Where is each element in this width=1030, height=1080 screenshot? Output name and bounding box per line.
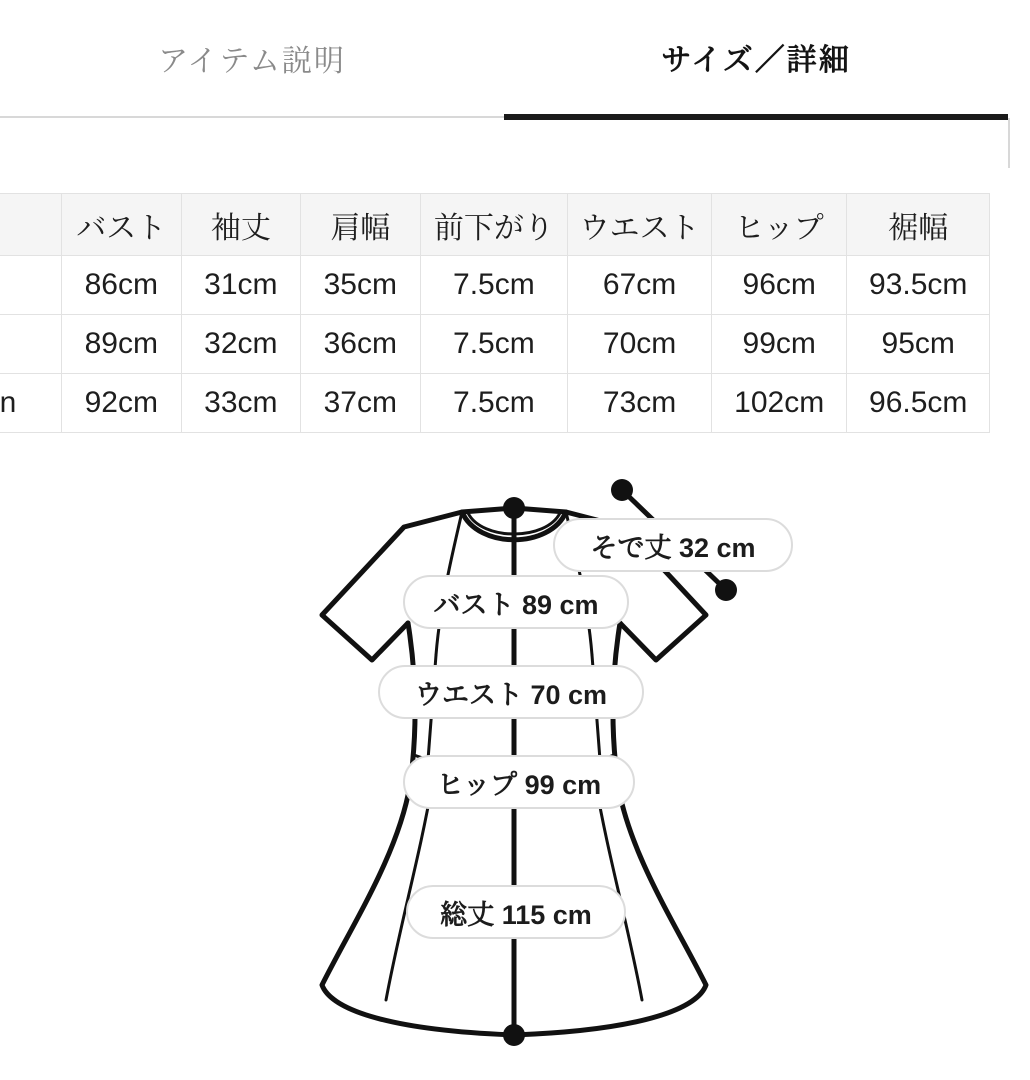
table-header-cell-label xyxy=(0,194,61,256)
callout-bust-label: バスト 89 cm xyxy=(433,589,599,620)
table-cell: 102cm xyxy=(711,374,846,433)
panel-right-divider xyxy=(1008,118,1010,168)
table-header-cell-hip: ヒップ xyxy=(711,194,846,256)
callout-sleeve-length-label: そで丈 32 cm xyxy=(590,532,756,563)
table-cell: 35cm xyxy=(301,256,420,315)
callout-waist xyxy=(378,665,644,719)
tab-label-description: アイテム説明 xyxy=(158,45,346,78)
dot-hem-point xyxy=(503,1024,525,1046)
dot-neck-point xyxy=(503,497,525,519)
callout-sleeve-length xyxy=(553,518,793,572)
table-header-row xyxy=(0,194,990,256)
table-cell-row-label: n xyxy=(0,374,61,433)
table-header-cell-hem: 裾幅 xyxy=(847,194,990,256)
table-cell: 31cm xyxy=(181,256,300,315)
tab-bar xyxy=(0,0,1008,118)
size-table xyxy=(0,193,990,433)
table-cell: 37cm xyxy=(301,374,420,433)
table-cell: 67cm xyxy=(568,256,712,315)
table-cell: 36cm xyxy=(301,315,420,374)
table-cell: 93.5cm xyxy=(847,256,990,315)
table-cell: 96.5cm xyxy=(847,374,990,433)
table-row xyxy=(0,374,990,433)
table-header-cell-bust: バスト xyxy=(61,194,181,256)
callout-hip-label: ヒップ 99 cm xyxy=(436,769,602,800)
table-cell-row-label xyxy=(0,315,61,374)
table-cell: 7.5cm xyxy=(420,374,568,433)
tab-item-description[interactable] xyxy=(0,0,504,116)
callout-waist-label: ウエスト 70 cm xyxy=(414,679,608,710)
table-cell: 33cm xyxy=(181,374,300,433)
callout-hip xyxy=(403,755,635,809)
table-header-cell-front-drop: 前下がり xyxy=(420,194,568,256)
table-row xyxy=(0,256,990,315)
table-row xyxy=(0,315,990,374)
tab-item-size-detail[interactable] xyxy=(504,0,1008,120)
table-cell: 7.5cm xyxy=(420,315,568,374)
table-cell-row-label xyxy=(0,256,61,315)
garment-measurement-diagram xyxy=(0,455,1030,1075)
tab-label-size-detail: サイズ／詳細 xyxy=(661,44,851,77)
table-header-cell-sleeve: 袖丈 xyxy=(181,194,300,256)
table-header-cell-waist: ウエスト xyxy=(568,194,712,256)
table-header-cell-shoulder: 肩幅 xyxy=(301,194,420,256)
callout-bust xyxy=(403,575,629,629)
table-cell: 95cm xyxy=(847,315,990,374)
table-cell: 99cm xyxy=(711,315,846,374)
callout-total-length-label: 総丈 115 cm xyxy=(440,899,592,930)
dot-sleeve-end xyxy=(715,579,737,601)
dot-sleeve-top xyxy=(611,479,633,501)
table-cell: 96cm xyxy=(711,256,846,315)
table-cell: 86cm xyxy=(61,256,181,315)
table-cell: 7.5cm xyxy=(420,256,568,315)
table-cell: 89cm xyxy=(61,315,181,374)
table-cell: 92cm xyxy=(61,374,181,433)
table-cell: 73cm xyxy=(568,374,712,433)
callout-total-length xyxy=(406,885,626,939)
table-cell: 32cm xyxy=(181,315,300,374)
table-cell: 70cm xyxy=(568,315,712,374)
size-table-container xyxy=(0,193,990,433)
